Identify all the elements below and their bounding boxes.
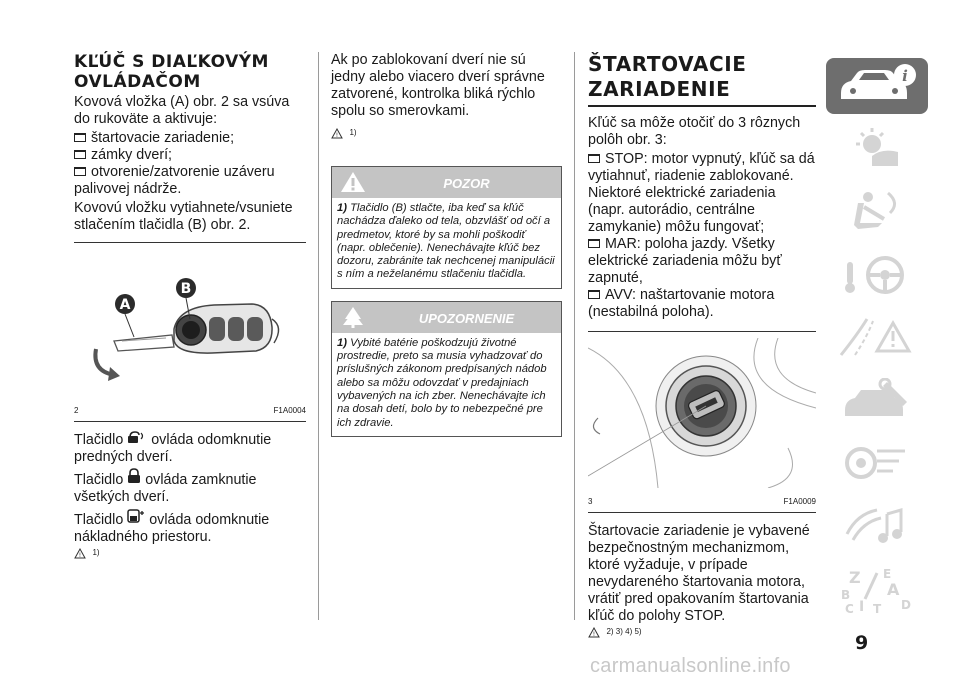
sidebar-item-multimedia[interactable] xyxy=(826,499,928,555)
warning-header xyxy=(332,167,561,198)
bullet-icon xyxy=(588,154,600,163)
notice-text: 1) Vybité batérie poškodzujú životné prostredie, preto sa musia vyhadzovať do príslušných zákonom predpísaných nádob alebo sa môžu odovzdať v predajniach vybavených na ich zber. Nenechávajte ich na dosah detí, bolo by to nebezpečné pre ich zdravie. xyxy=(337,336,547,429)
notice-header xyxy=(332,302,561,333)
figure-caption xyxy=(74,406,306,415)
figure-code: F1A0004 xyxy=(273,406,306,415)
key-illustration xyxy=(74,249,306,397)
column-warnings xyxy=(331,52,562,437)
heading-line: KĽÚČ S DIAĽKOVÝM xyxy=(74,52,269,72)
watermark: carmanualsonline.info xyxy=(590,655,791,677)
heading-line: OVLÁDAČOM xyxy=(74,72,201,92)
list-item: štartovacie zariadenie; xyxy=(74,130,306,147)
car-wrench-icon xyxy=(837,378,917,424)
car-technical-icon xyxy=(837,441,917,487)
callout-b: B xyxy=(180,281,192,297)
heading-underline xyxy=(588,105,816,107)
intro-paragraph: Kľúč sa môže otočiť do 3 rôznych polôh obr. 3: xyxy=(588,115,801,148)
svg-text:T: T xyxy=(873,602,882,615)
divider xyxy=(74,421,306,422)
figure-number: 2 xyxy=(74,406,79,415)
sidebar-item-emergency[interactable] xyxy=(826,310,928,366)
warning-road-icon xyxy=(837,315,917,361)
alphabetical-index-icon xyxy=(837,565,917,615)
figure-code: F1A0009 xyxy=(783,497,816,506)
page-number: 9 xyxy=(855,632,869,654)
dashboard-lights-icon xyxy=(842,126,912,172)
warning-box xyxy=(331,166,562,289)
button-lock-paragraph: Tlačidlo ovláda zamknutie všetkých dverí. xyxy=(74,468,306,506)
paragraph: Kovovú vložku vytiahnete/vsuniete stlačením tlačidla (B) obr. 2. xyxy=(74,200,293,233)
list-item: otvorenie/zatvorenie uzáveru palivovej nádrže. xyxy=(74,164,275,197)
list-item: zámky dverí; xyxy=(74,147,306,164)
bullet-icon xyxy=(588,239,600,248)
svg-text:I: I xyxy=(859,599,865,615)
svg-text:A: A xyxy=(887,580,900,599)
sidebar-item-dashboard[interactable] xyxy=(826,121,928,177)
svg-text:Z: Z xyxy=(849,568,861,587)
warning-text: 1) Tlačidlo (B) stlačte, iba keď sa kľúč nachádza ďaleko od tela, obzvlášť od očí a predmetov, ktoré by sa mohli poškodiť (napr. oblečenie). Nenechávajte kľúč bez dozoru, zabránite tak nechcenej manipulácii s ním a neželanému stlačeniu tlačidla. xyxy=(337,202,555,281)
column-ignition xyxy=(588,52,816,645)
column-divider xyxy=(318,52,319,620)
bullet-icon xyxy=(588,290,600,299)
sidebar-item-maintenance[interactable] xyxy=(826,373,928,429)
warning-triangle-icon xyxy=(588,627,600,638)
column-divider xyxy=(574,52,575,620)
footnote-refs: ! $^{2) 3) 4) 5)}$ xyxy=(588,627,816,645)
list-item: AVV: naštartovanie motora (nestabilná poloha). xyxy=(588,287,775,320)
svg-text:!: ! xyxy=(335,132,339,139)
heading-line: ŠTARTOVACIE xyxy=(588,52,747,76)
airbag-seat-icon xyxy=(842,189,912,235)
button-trunk-paragraph: Tlačidlo ovláda odomknutie nákladného priestoru. xyxy=(74,508,306,546)
figure-key-illustration xyxy=(74,249,306,415)
trunk-unlock-icon xyxy=(127,508,145,524)
figure-ignition xyxy=(588,338,816,506)
sidebar-item-safety[interactable] xyxy=(826,184,928,240)
intro-paragraph: Kovová vložka (A) obr. 2 sa vsúva do rukoväte a aktivuje: xyxy=(74,94,290,127)
footnote-refs: ! $^{1)}$ xyxy=(74,548,306,566)
svg-text:C: C xyxy=(845,602,854,615)
list-item: MAR: poloha jazdy. Všetky elektrické zariadenia môžu byť zapnuté, xyxy=(588,236,782,286)
car-info-icon xyxy=(833,63,921,109)
heading-line: ZARIADENIE xyxy=(588,77,731,101)
unlock-icon xyxy=(127,430,147,444)
svg-text:i: i xyxy=(902,67,908,85)
notice-box xyxy=(331,301,562,437)
figure-number: 3 xyxy=(588,497,593,506)
lock-icon xyxy=(127,468,141,484)
figure-caption xyxy=(588,497,816,506)
sidebar-item-starting-driving[interactable] xyxy=(826,247,928,303)
notice-title: UPOZORNENIE xyxy=(418,310,515,326)
divider xyxy=(588,512,816,513)
svg-text:E: E xyxy=(883,567,892,581)
warning-triangle-icon xyxy=(74,548,86,559)
footnote-refs: ! $^{1)}$ xyxy=(331,128,562,146)
chapter-sidebar xyxy=(826,58,928,625)
bullet-icon xyxy=(74,167,86,176)
svg-text:!: ! xyxy=(78,552,82,559)
section-heading-ignition xyxy=(588,52,816,102)
sidebar-item-technical-data[interactable] xyxy=(826,436,928,492)
sidebar-item-car-info[interactable] xyxy=(826,58,928,114)
section-heading-key xyxy=(74,52,306,92)
warning-triangle-icon xyxy=(331,128,343,139)
multimedia-icon xyxy=(837,504,917,550)
list-item: STOP: motor vypnutý, kľúč sa dá vytiahnuť, riadenie zablokované. Niektoré elektrické zariadenia (napr. autorádio, centrálne zamykanie) môžu fungovať; xyxy=(588,151,815,235)
paragraph: Štartovacie zariadenie je vybavené bezpečnostným mechanizmom, ktoré vyžaduje, v prípade nevydareného štartovania motora, vrátiť pred opakovaním štartovania kľúč do polohy STOP. xyxy=(588,523,810,624)
divider xyxy=(74,242,306,243)
svg-text:!: ! xyxy=(592,631,596,638)
ignition-illustration xyxy=(588,338,816,488)
bullet-icon xyxy=(74,150,86,159)
callout-a: A xyxy=(119,297,131,313)
svg-text:D: D xyxy=(901,598,911,612)
sidebar-item-index[interactable] xyxy=(826,562,928,618)
column-key xyxy=(74,52,306,566)
bullet-icon xyxy=(74,133,86,142)
svg-text:B: B xyxy=(841,588,851,602)
steering-wheel-icon xyxy=(837,252,917,298)
paragraph: Ak po zablokovaní dverí nie sú jedny alebo viacero dverí správne zatvorené, kontrolka bliká rýchlo spolu so smerovkami. xyxy=(331,52,545,119)
divider xyxy=(588,331,816,332)
button-unlock-paragraph: Tlačidlo ovláda odomknutie predných dverí. xyxy=(74,432,272,465)
warning-title: POZOR xyxy=(443,176,490,191)
